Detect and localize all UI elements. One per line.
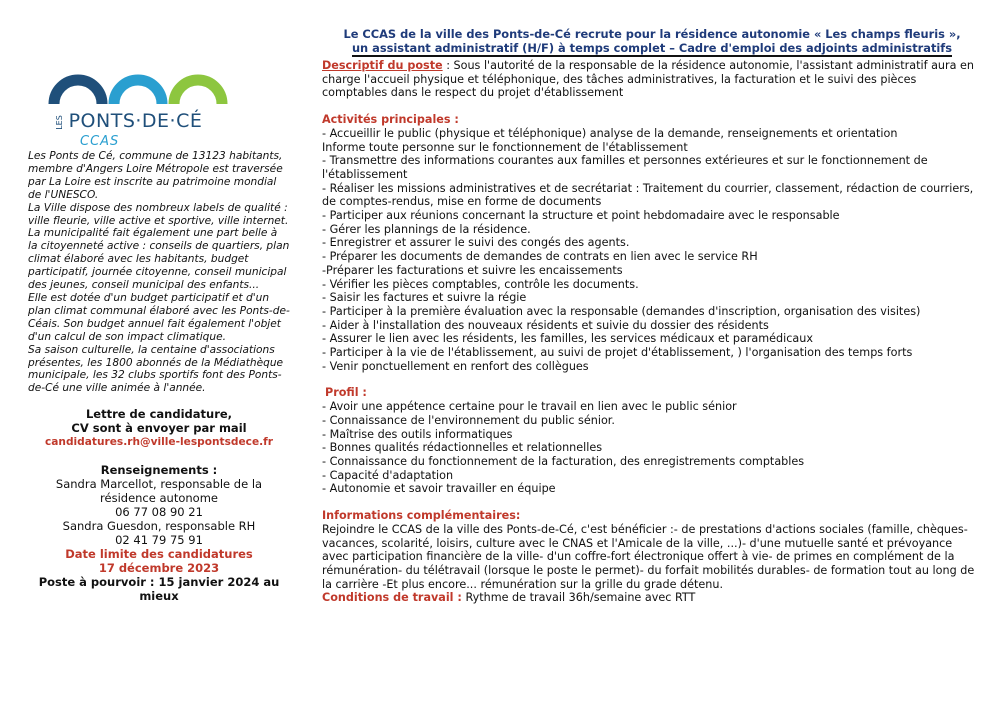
intro-paragraph: La Ville dispose des nombreux labels de qualité : ville fleurie, ville active et sportive, ville internet.	[28, 201, 289, 227]
right-column	[322, 27, 982, 605]
list-item: - Saisir les factures et suivre la régie	[322, 291, 527, 305]
conditions-text: Rythme de travail 36h/semaine avec RTT	[461, 591, 696, 605]
list-item: - Gérer les plannings de la résidence.	[322, 222, 531, 236]
job-description	[322, 59, 982, 100]
list-item: - Connaissance du fonctionnement de la facturation, des enregistrements comptables	[322, 454, 805, 468]
list-item: - Capacité d'adaptation	[322, 468, 454, 482]
logo-name: PONTS·DE·CÉ	[68, 110, 203, 132]
intro-paragraph: Les Ponts de Cé, commune de 13123 habitants, membre d'Angers Loire Métropole est traversée par La Loire est inscrite au patrimoine mondial de l'UNESCO.	[28, 150, 283, 201]
deadline-date: 17 décembre 2023	[98, 561, 220, 576]
descriptif-text: : Sous l'autorité de la responsable de la résidence autonomie, l'assistant administratif aura en charge l'accueil physique et téléphonique, des tâches administratives, la facturation et le suivi des pièces comptables dans le respect du projet d'établissement	[322, 59, 975, 100]
list-item: - Autonomie et savoir travailler en équipe	[322, 482, 556, 496]
logo-les: LES	[54, 115, 64, 130]
letter-line-1: Lettre de candidature,	[85, 407, 233, 422]
left-column	[28, 30, 290, 603]
list-item: - Vérifier les pièces comptables, contrôle les documents.	[322, 277, 639, 291]
list-item: - Assurer le lien avec les résidents, les familles, les services médicaux et paramédicaux	[322, 332, 813, 346]
activities-title: Activités principales :	[322, 113, 459, 127]
list-item: -Préparer les facturations et suivre les encaissements	[322, 263, 623, 277]
profile-title: Profil :	[325, 386, 367, 400]
intro-paragraph: Sa saison culturelle, la centaine d'associations présentes, les 1800 abonnés de la Médiathèque municipale, les 32 clubs sportifs font des Ponts-de-Cé une ville animée à l'année.	[28, 343, 284, 395]
job-header	[322, 27, 982, 57]
list-item: - Enregistrer et assurer le suivi des congés des agents.	[322, 236, 630, 250]
contact-phone-2: 02 41 79 75 91	[115, 533, 203, 548]
infos-title: Informations complémentaires:	[322, 509, 521, 523]
arc-dark-blue	[54, 80, 102, 104]
header-line-1: Le CCAS de la ville des Ponts-de-Cé recrute pour la résidence autonomie « Les champs fleuris »,	[343, 27, 961, 41]
list-item: - Participer à la première évaluation avec la responsable (demandes d'inscription, organisation des visites)	[322, 304, 921, 318]
letter-line-2: CV sont à envoyer par mail	[71, 421, 247, 436]
list-item: - Participer à la vie de l'établissement, au suivi de projet d'établissement, ) l'organisation des temps forts	[322, 346, 913, 360]
activities-list	[322, 127, 982, 374]
deadline-label: Date limite des candidatures	[65, 547, 253, 562]
city-intro	[28, 150, 290, 395]
list-item: - Participer aux réunions concernant la structure et point hebdomadaire avec le responsable	[322, 209, 840, 223]
intro-paragraph: La municipalité fait également une part belle à la citoyenneté active : conseils de quartiers, plan climat élaboré avec les habitants, budget participatif, journée citoyenne, conseil municipal des jeunes, conseil municipal des enfants...	[28, 227, 290, 292]
arc-light-blue	[114, 80, 162, 104]
list-item: - Transmettre des informations courantes aux familles et personnes extérieures et sur le fonctionnement de l'établissement	[322, 154, 928, 181]
list-item: - Réaliser les missions administratives et de secrétariat : Traitement du courrier, classement, rédaction de courriers, de comptes-rendus, mise en forme de documents	[322, 181, 974, 209]
contact-person-1: Sandra Marcellot, responsable de la résidence autonome	[55, 477, 263, 506]
profile-list	[322, 400, 982, 496]
application-email[interactable]: candidatures.rh@ville-lespontsdece.fr	[45, 436, 273, 449]
contact-person-2: Sandra Guesdon, responsable RH	[62, 519, 256, 534]
arc-green	[174, 80, 222, 104]
info-title: Renseignements :	[100, 463, 218, 478]
conditions-label: Conditions de travail :	[322, 591, 462, 605]
ponts-de-ce-logo	[28, 30, 290, 150]
list-item: - Avoir une appétence certaine pour le travail en lien avec le public sénior	[322, 400, 737, 414]
work-conditions	[322, 591, 982, 605]
list-item: - Préparer les documents de demandes de contrats en lien avec le service RH	[322, 250, 758, 264]
start-date: Poste à pourvoir : 15 janvier 2024 au mieux	[38, 575, 280, 604]
logo-ccas: CCAS	[80, 134, 120, 149]
list-item: - Bonnes qualités rédactionnelles et relationnelles	[322, 441, 603, 455]
list-item: - Maîtrise des outils informatiques	[322, 427, 513, 441]
descriptif-label: Descriptif du poste	[322, 59, 443, 72]
logo-wordmark	[52, 110, 202, 132]
intro-paragraph: Elle est dotée d'un budget participatif et d'un plan climat communal élaboré avec les Ponts-de-Céais. Son budget annuel fait également l'objet d'un calcul de son impact climatique.	[28, 291, 290, 343]
infos-text: Rejoindre le CCAS de la ville des Ponts-de-Cé, c'est bénéficier :- de prestations d'actions sociales (famille, chèques-vacances, scolarité, loisirs, culture avec le CNAS et l'Amicale de la ville, ...)- d'une mutuelle santé et prévoyance avec participation financière de la ville- d'un coffre-fort électronique offert à vie- de primes en complément de la rémunération- du télétravail (lorsque le poste le permet)- du forfait mobilités durables- de formation tout au long de la carrière -Et plus encore... rémunération sur la grille du grade détenu.	[322, 522, 975, 591]
list-item: Informe toute personne sur le fonctionnement de l'établissement	[322, 140, 688, 154]
contact-block	[28, 407, 290, 603]
list-item: - Connaissance de l'environnement du public sénior.	[322, 413, 615, 427]
list-item: - Aider à l'installation des nouveaux résidents et suivie du dossier des résidents	[322, 318, 769, 332]
list-item: - Venir ponctuellement en renfort des collègues	[322, 359, 589, 373]
list-item: - Accueillir le public (physique et téléphonique) analyse de la demande, renseignements et orientation	[322, 126, 898, 140]
header-line-2: un assistant administratif (H/F) à temps complet – Cadre d'emploi des adjoints administratifs	[351, 41, 953, 55]
arcs-logo-icon	[48, 46, 248, 108]
contact-phone-1: 06 77 08 90 21	[115, 505, 203, 520]
